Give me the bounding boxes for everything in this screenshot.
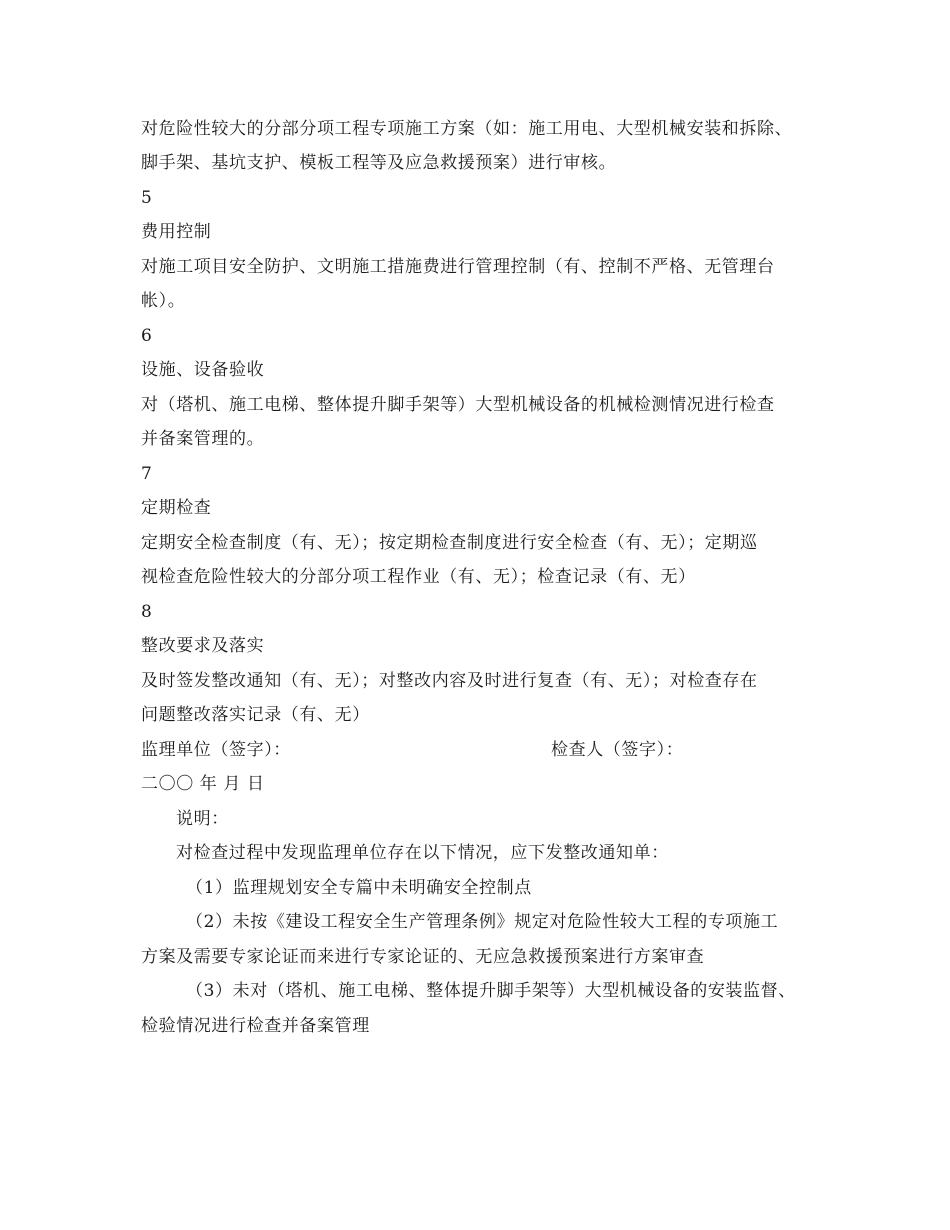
supervision-unit-signature-label: 监理单位（签字）： — [141, 740, 291, 760]
item-heading: 设施、设备验收 — [141, 360, 265, 380]
item-number: 8 — [141, 602, 153, 622]
text-line: 问题整改落实记录（有、无） — [141, 705, 370, 725]
note-item-3: （3）未对（塔机、施工电梯、整体提升脚手架等）大型机械设备的安装监督、 — [186, 981, 796, 1001]
text-line: 及时签发整改通知（有、无）；对整改内容及时进行复查（有、无）；对检查存在 — [141, 671, 758, 691]
item-heading: 费用控制 — [141, 222, 212, 242]
text-line: 对危险性较大的分部分项工程专项施工方案（如：施工用电、大型机械安装和拆除、 — [141, 119, 793, 139]
notes-intro: 对检查过程中发现监理单位存在以下情况，应下发整改通知单： — [176, 843, 669, 863]
item-heading: 整改要求及落实 — [141, 636, 265, 656]
note-item-2-continued: 方案及需要专家论证而来进行专家论证的、无应急救援预案进行方案审查 — [141, 947, 705, 967]
text-line: 视检查危险性较大的分部分项工程作业（有、无）；检查记录（有、无） — [141, 567, 696, 587]
item-number: 7 — [141, 464, 153, 484]
text-line: 定期安全检查制度（有、无）；按定期检查制度进行安全检查（有、无）；定期巡 — [141, 533, 758, 553]
note-item-2: （2）未按《建设工程安全生产管理条例》规定对危险性较大工程的专项施工 — [186, 912, 779, 932]
text-line: 帐）。 — [141, 291, 186, 311]
text-line: 对（塔机、施工电梯、整体提升脚手架等）大型机械设备的机械检测情况进行检查 — [141, 395, 775, 415]
item-number: 5 — [141, 188, 153, 208]
notes-heading: 说明： — [176, 809, 229, 829]
note-item-3-continued: 检验情况进行检查并备案管理 — [141, 1016, 370, 1036]
text-line: 对施工项目安全防护、文明施工措施费进行管理控制（有、控制不严格、无管理台 — [141, 257, 775, 277]
text-line: 脚手架、基坑支护、模板工程等及应急救援预案）进行审核。 — [141, 153, 617, 173]
note-item-1: （1）监理规划安全专篇中未明确安全控制点 — [186, 878, 532, 898]
text-line: 并备案管理的。 — [141, 429, 265, 449]
date-line: 二〇〇 年 月 日 — [141, 774, 265, 794]
inspector-signature-label: 检查人（签字）： — [551, 740, 684, 760]
item-number: 6 — [141, 326, 153, 346]
item-heading: 定期检查 — [141, 498, 212, 518]
